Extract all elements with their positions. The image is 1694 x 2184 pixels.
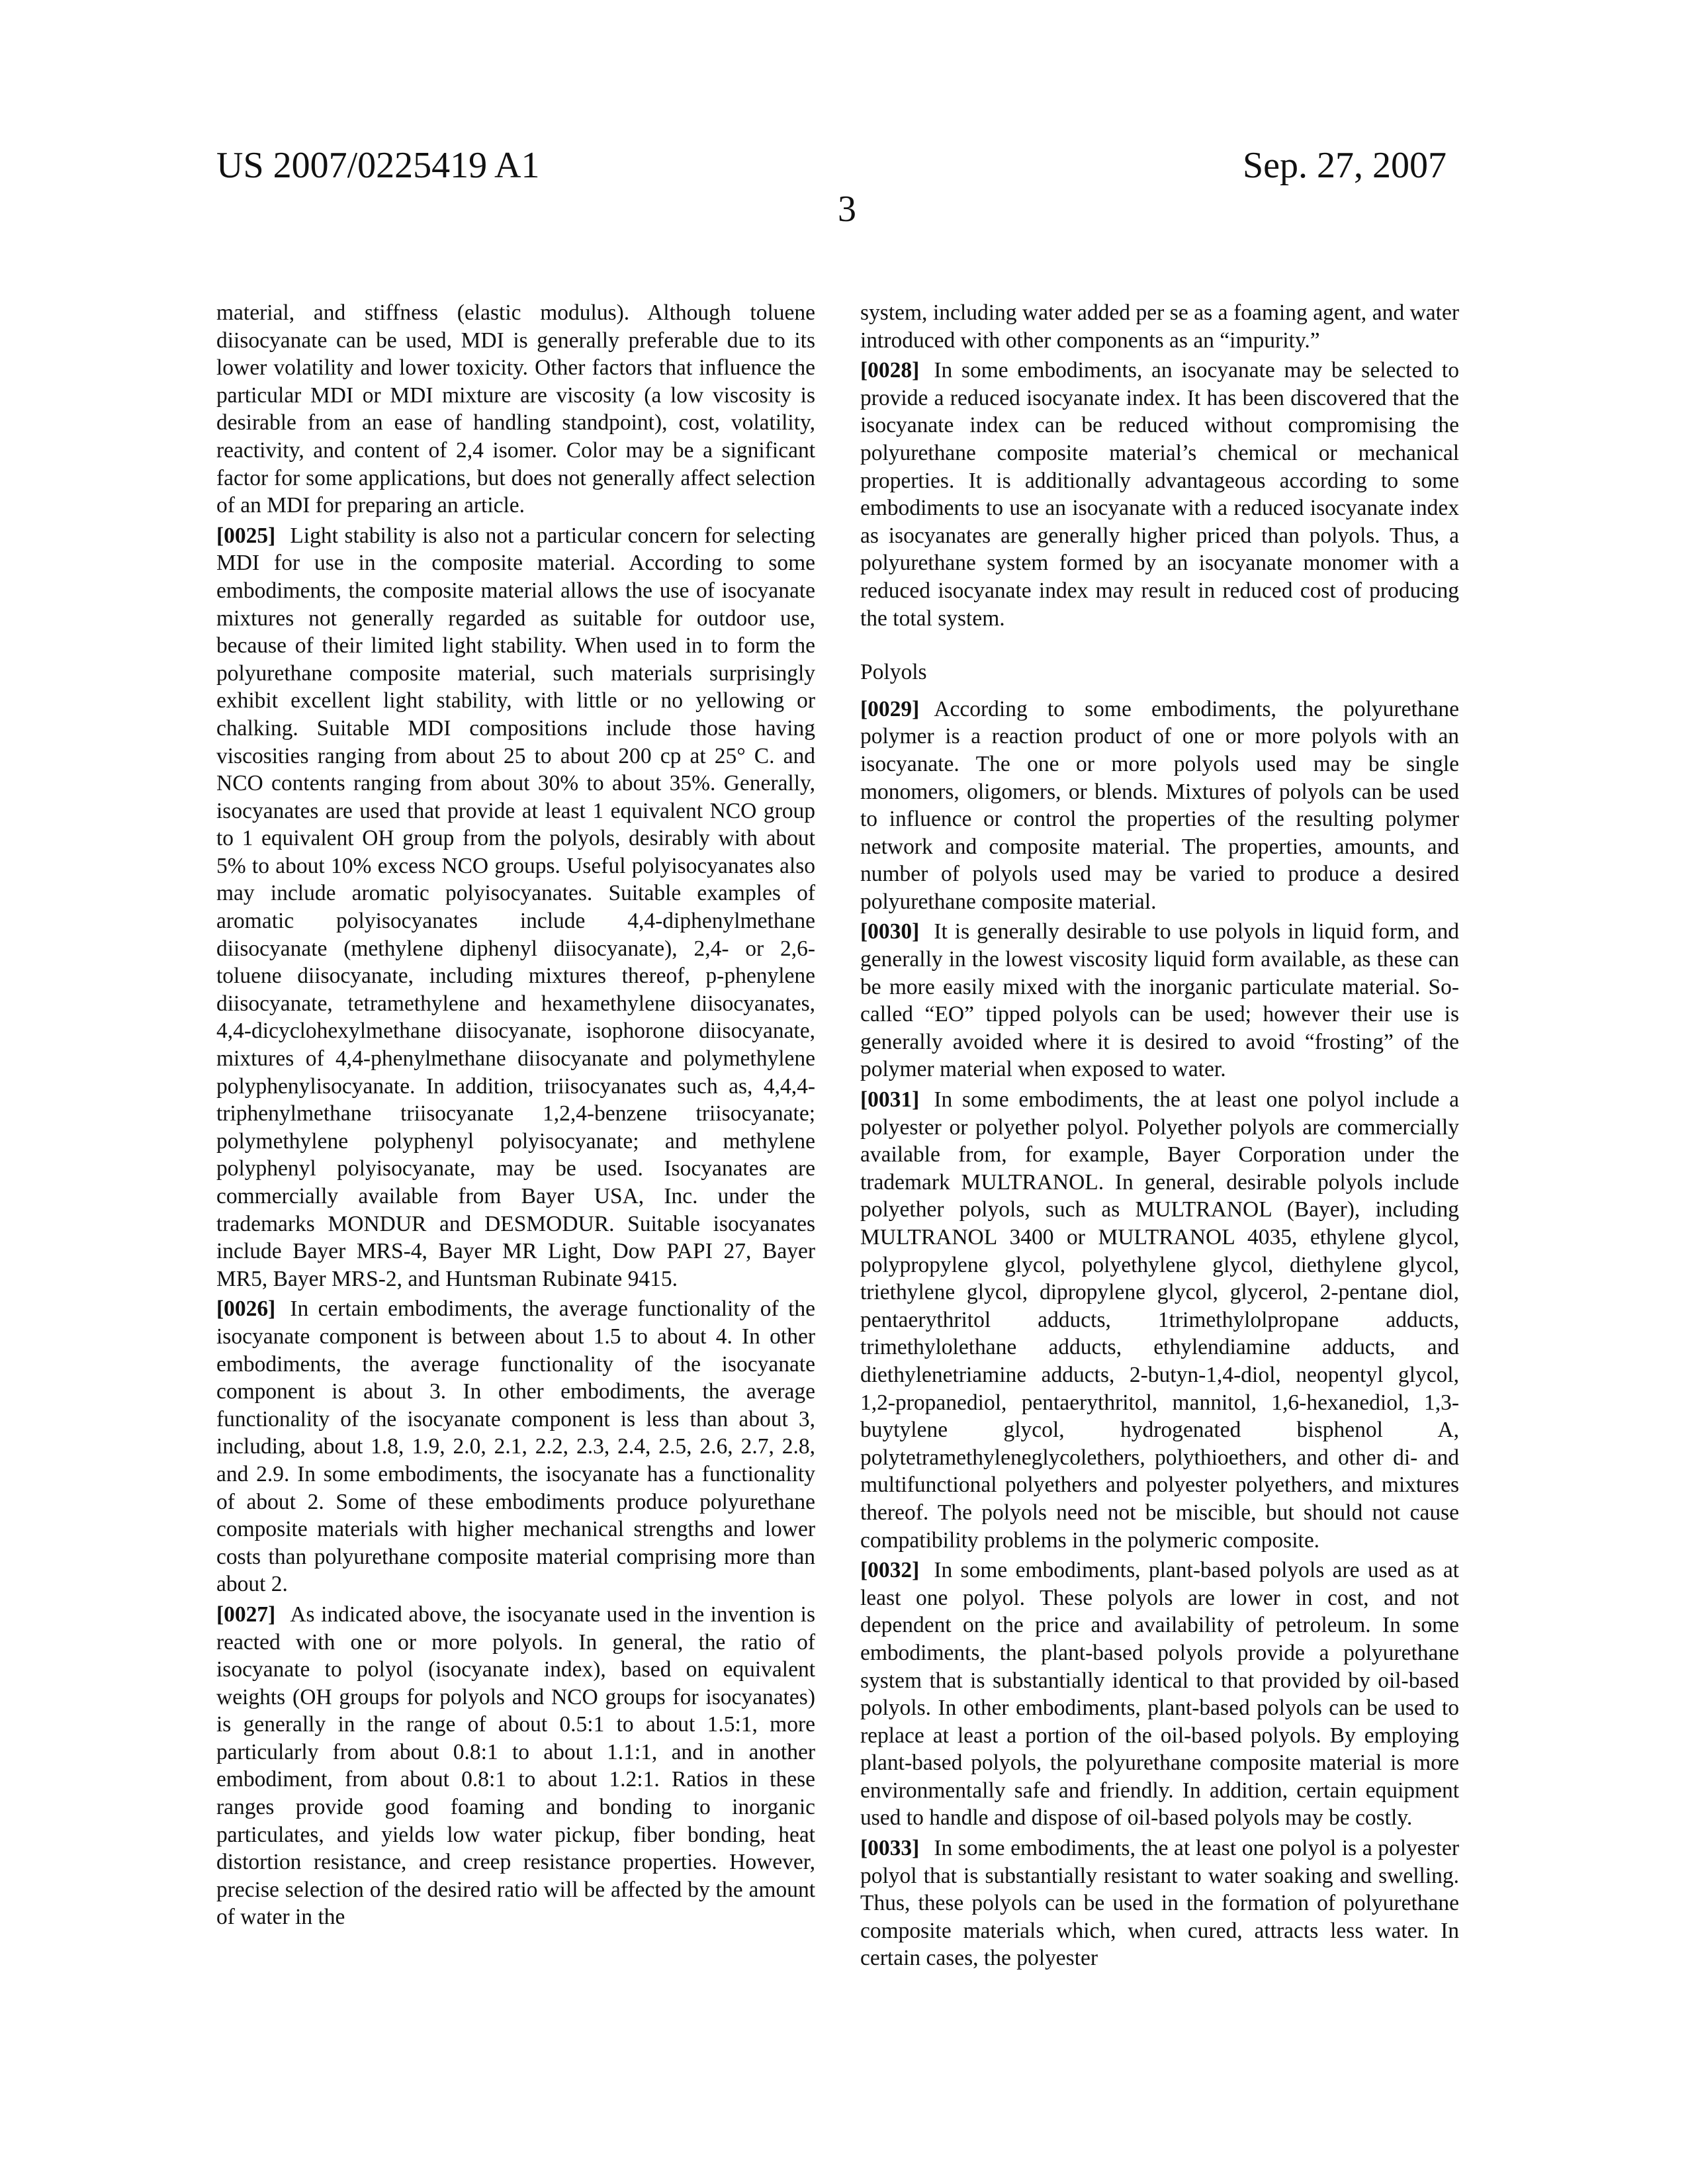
paragraph-text: According to some embodiments, the polyurethane polymer is a reaction product of one or more polyols with an isocyanate. The one or more polyols used may be single monomers, oligomers, or blends. Mixtures of polyols can be used to influence or control the properties of the resulting polymer network and composite material. The properties, amounts, and number of polyols used may be varied to produce a desired polyurethane composite material. [860,697,1459,914]
paragraph-number: [0033] [860,1836,919,1860]
paragraph-0028 [860,357,1459,632]
paragraph-0027 [216,1601,815,1931]
publication-number: US 2007/0225419 A1 [216,144,540,187]
paragraph-text: In some embodiments, an isocyanate may be selected to provide a reduced isocyanate index. It has been discovered that the isocyanate index can be reduced without compromising the polyurethane composite material’s chemical or mechanical properties. It is additionally advantageous according to some embodiments to use an isocyanate with a reduced isocyanate index as isocyanates are generally higher priced than polyols. Thus, a polyurethane system formed by an isocyanate monomer with a reduced isocyanate index may result in reduced cost of producing the total system. [860,358,1459,630]
paragraph-0033 [860,1835,1459,1972]
paragraph-0026 [216,1295,815,1598]
page-number: 3 [0,188,1694,230]
paragraph-0030 [860,918,1459,1083]
right-column [860,299,1459,1975]
paragraph-number: [0032] [860,1558,919,1582]
paragraph-text: Light stability is also not a particular concern for selecting MDI for use in the composite material. According to some embodiments, the composite material allows the use of isocyanate mixtures not generally regarded as suitable for outdoor use, because of their limited light stability. When used in to form the polyurethane composite material, such materials surprisingly exhibit excellent light stability, with little or no yellowing or chalking. Suitable MDI compositions include those having viscosities ranging from about 25 to about 200 cp at 25° C. and NCO contents ranging from about 30% to about 35%. Generally, isocyanates are used that provide at least 1 equivalent NCO group to 1 equivalent OH group from the polyols, desirably with about 5% to about 10% excess NCO groups. Useful polyisocyanates also may include aromatic polyisocyanates. Suitable examples of aromatic polyisocyanates include 4,4-diphenylmethane diisocyanate (methylene diphenyl diisocyanate), 2,4- or 2,6-toluene diisocyanate, including mixtures thereof, p-phenylene diisocyanate, tetramethylene and hexamethylene diisocyanates, 4,4-dicyclohexylmethane diisocyanate, isophorone diisocyanate, mixtures of 4,4-phenylmethane diisocyanate and polymethylene polyphenylisocyanate. In addition, triisocyanates such as, 4,4,4-triphenylmethane triisocyanate 1,2,4-benzene triisocyanate; polymethylene polyphenyl polyisocyanate; and methylene polyphenyl polyisocyanate, may be used. Isocyanates are commercially available from Bayer USA, Inc. under the trademarks MONDUR and DESMODUR. Suitable isocyanates include Bayer MRS-4, Bayer MR Light, Dow PAPI 27, Bayer MR5, Bayer MRS-2, and Huntsman Rubinate 9415. [216,523,815,1291]
paragraph-0032 [860,1557,1459,1832]
paragraph-text: In some embodiments, the at least one polyol include a polyester or polyether polyol. Polyether polyols are commercially available from, for example, Bayer Corporation under the trademark MULTRANOL. In general, desirable polyols include polyether polyols, such as MULTRANOL (Bayer), including MULTRANOL 3400 or MULTRANOL 4035, ethylene glycol, polypropylene glycol, polyethylene glycol, diethylene glycol, triethylene glycol, dipropylene glycol, glycerol, 2-pentane diol, pentaerythritol adducts, 1trimethylolpropane adducts, trimethylolethane adducts, ethylendiamine adducts, and diethylenetriamine adducts, 2-butyn-1,4-diol, neopentyl glycol, 1,2-propanediol, pentaerythritol, mannitol, 1,6-hexanediol, 1,3-buytylene glycol, hydrogenated bisphenol A, polytetramethyleneglycolethers, polythioethers, and other di- and multifunctional polyethers and polyester polyethers, and mixtures thereof. The polyols need not be miscible, but should not cause compatibility problems in the polymeric composite. [860,1087,1459,1553]
paragraph-text: system, including water added per se as a foaming agent, and water introduced with other components as an “impurity.” [860,300,1459,353]
paragraph-continued [216,299,815,520]
section-heading: Polyols [860,659,1459,686]
paragraph-text: It is generally desirable to use polyols in liquid form, and generally in the lowest viscosity liquid form available, as these can be more easily mixed with the inorganic particulate material. So-called “EO” tipped polyols can be used; however their use is generally avoided where it is desired to avoid “frosting” of the polymer material when exposed to water. [860,919,1459,1081]
paragraph-0029 [860,696,1459,916]
paragraph-number: [0027] [216,1602,275,1627]
paragraph-text: material, and stiffness (elastic modulus). Although toluene diisocyanate can be used, MDI is generally preferable due to its lower volatility and lower toxicity. Other factors that influence the particular MDI or MDI mixture are viscosity (a low viscosity is desirable from an ease of handling standpoint), cost, volatility, reactivity, and content of 2,4 isomer. Color may be a significant factor for some applications, but does not generally affect selection of an MDI for preparing an article. [216,300,815,518]
paragraph-number: [0031] [860,1087,919,1112]
patent-page [0,0,1694,2184]
paragraph-number: [0026] [216,1297,275,1321]
publication-date: Sep. 27, 2007 [1243,144,1447,187]
paragraph-0031 [860,1086,1459,1554]
paragraph-number: [0028] [860,358,919,383]
left-column [216,299,815,1934]
paragraph-number: [0030] [860,919,919,944]
paragraph-0025 [216,522,815,1293]
paragraph-number: [0029] [860,697,919,721]
paragraph-continued [860,299,1459,354]
paragraph-number: [0025] [216,523,275,548]
paragraph-text: In some embodiments, the at least one polyol is a polyester polyol that is substantially resistant to water soaking and swelling. Thus, these polyols can be used in the formation of polyurethane composite materials which, when cured, attracts less water. In certain cases, the polyester [860,1836,1459,1970]
paragraph-text: As indicated above, the isocyanate used in the invention is reacted with one or more polyols. In general, the ratio of isocyanate to polyol (isocyanate index), based on equivalent weights (OH groups for polyols and NCO groups for isocyanates) is generally in the range of about 0.5:1 to about 1.5:1, more particularly from about 0.8:1 to about 1.1:1, and in another embodiment, from about 0.8:1 to about 1.2:1. Ratios in these ranges provide good foaming and bonding to inorganic particulates, and yields low water pickup, fiber bonding, heat distortion resistance, and creep resistance properties. However, precise selection of the desired ratio will be affected by the amount of water in the [216,1602,815,1930]
paragraph-text: In some embodiments, plant-based polyols are used as at least one polyol. These polyols are lower in cost, and not dependent on the price and availability of petroleum. In some embodiments, the plant-based polyols provide a polyurethane system that is substantially identical to that provided by oil-based polyols. In other embodiments, plant-based polyols can be used to replace at least a portion of the oil-based polyols. By employing plant-based polyols, the polyurethane composite material is more environmentally safe and friendly. In addition, certain equipment used to handle and dispose of oil-based polyols may be costly. [860,1558,1459,1830]
paragraph-text: In certain embodiments, the average functionality of the isocyanate component is between about 1.5 to about 4. In other embodiments, the average functionality of the isocyanate component is about 3. In other embodiments, the average functionality of the isocyanate component is less than about 3, including, about 1.8, 1.9, 2.0, 2.1, 2.2, 2.3, 2.4, 2.5, 2.6, 2.7, 2.8, and 2.9. In some embodiments, the isocyanate has a functionality of about 2. Some of these embodiments produce polyurethane composite materials with higher mechanical strengths and lower costs than polyurethane composite material comprising more than about 2. [216,1297,815,1596]
